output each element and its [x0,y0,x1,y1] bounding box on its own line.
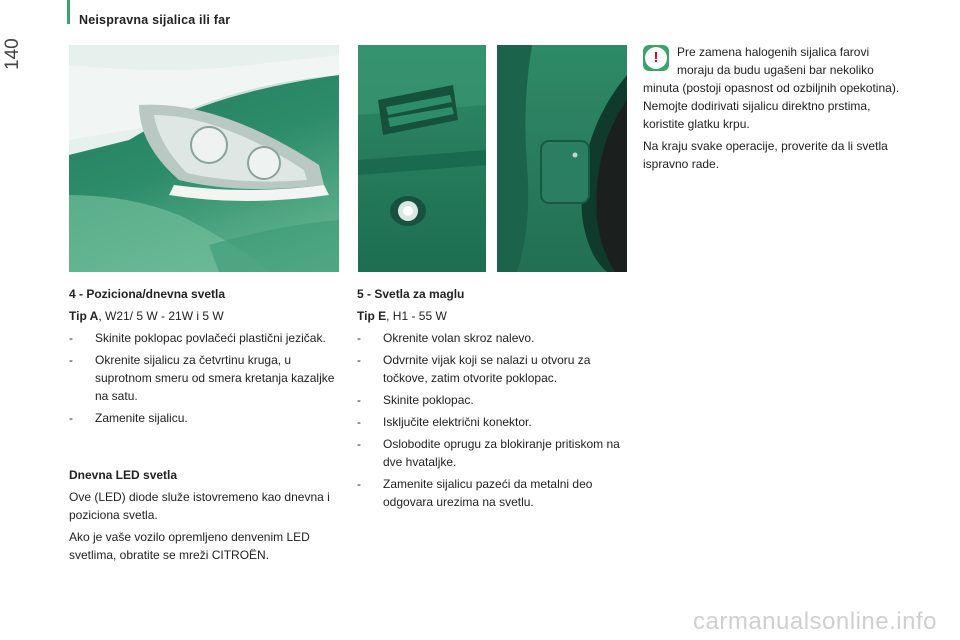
list-item: - Zamenite sijalicu pazeći da metalni deo odgovara urezima na svetlu. [357,475,632,511]
fog-lights-section [357,285,632,515]
headlamp-photo [69,45,339,272]
watermark: carmanualsonline.info [693,608,937,635]
warning-note [643,43,905,177]
warning-paragraph-2: Na kraju svake operacije, proverite da li svetla ispravno rade. [643,139,888,171]
list-item: - Skinite poklopac povlačeći plastični jezičak. [69,329,339,347]
fog-lights-type [357,307,632,325]
position-lights-section [69,285,339,431]
header-accent-bar [67,0,70,24]
fog-light-illustration [358,45,486,272]
type-e-value: , H1 - 55 W [386,309,447,323]
fog-lights-heading: 5 - Svetla za maglu [357,287,465,301]
wheel-arch-illustration [497,45,627,272]
fog-light-photo [358,45,486,272]
list-item: - Oslobodite oprugu za blokiranje pritiskom na dve hvataljke. [357,435,632,471]
led-lights-section [69,466,339,568]
led-heading: Dnevna LED svetla [69,468,178,482]
list-item: - Zamenite sijalicu. [69,409,339,427]
list-item: - Okrenite sijalicu za četvrtinu kruga, u suprotnom smeru od smera kretanja kazaljke na satu. [69,351,339,405]
type-a-label: Tip A [69,309,99,323]
list-item: - Isključite električni konektor. [357,413,632,431]
led-paragraph-1: Ove (LED) diode služe istovremeno kao dnevna i poziciona svetla. [69,490,330,522]
fog-lights-steps [357,329,632,511]
led-paragraph-2: Ako je vaše vozilo opremljeno denvenim LED svetlima, obratite se mreži CITROËN. [69,530,310,562]
wheel-arch-photo [497,45,627,272]
section-title: Neispravna sijalica ili far [79,13,231,27]
type-e-label: Tip E [357,309,387,323]
page-number: 140 [2,38,23,70]
type-a-value: , W21/ 5 W - 21W i 5 W [98,309,224,323]
list-item: - Odvrnite vijak koji se nalazi u otvoru za točkove, zatim otvorite poklopac. [357,351,632,387]
position-lights-type [69,307,339,325]
headlamp-illustration [69,45,339,272]
warning-paragraph-1: Pre zamena halogenih sijalica farovi moraju da budu ugašeni bar nekoliko minuta (postoji opasnost od ozbiljnih opekotina). Nemojte dodirivati sijalicu direktno prstima, koristite glatku krpu. [643,45,900,131]
position-lights-steps [69,329,339,427]
list-item: - Skinite poklopac. [357,391,632,409]
warning-icon: ! [643,45,669,71]
list-item: - Okrenite volan skroz nalevo. [357,329,632,347]
position-lights-heading: 4 - Poziciona/dnevna svetla [69,287,226,301]
